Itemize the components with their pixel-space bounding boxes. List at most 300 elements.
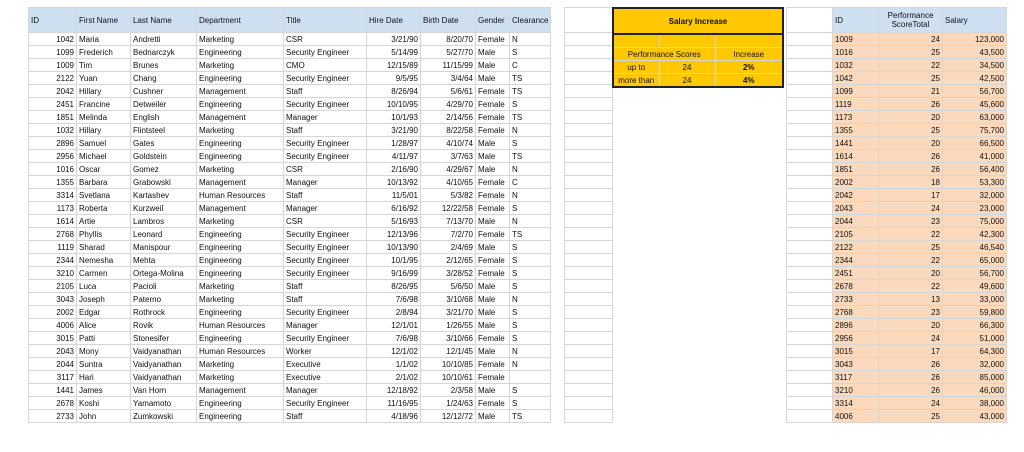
cell-gender[interactable]: Male — [476, 410, 510, 423]
cell-id[interactable]: 2896 — [833, 319, 879, 332]
cell-clearance[interactable]: S — [510, 267, 551, 280]
cell-id[interactable]: 2042 — [29, 85, 77, 98]
cell-last-name[interactable]: Detweiler — [131, 98, 197, 111]
cell-last-name[interactable]: Kurzweil — [131, 202, 197, 215]
cell-last-name[interactable]: Brunes — [131, 59, 197, 72]
empty-cell[interactable] — [787, 241, 833, 254]
cell-salary[interactable]: 56,400 — [943, 163, 1007, 176]
cell-department[interactable]: Engineering — [197, 306, 284, 319]
cell-gender[interactable]: Female — [476, 267, 510, 280]
empty-cell[interactable] — [787, 189, 833, 202]
cell-title[interactable]: Executive — [284, 371, 367, 384]
cell-id[interactable]: 1614 — [833, 150, 879, 163]
header-performance-score-total[interactable]: Performance ScoreTotal — [879, 8, 943, 33]
cell-last-name[interactable]: Vaidyanathan — [131, 345, 197, 358]
cell-department[interactable]: Human Resources — [197, 345, 284, 358]
empty-cell[interactable] — [565, 163, 613, 176]
cell-id[interactable]: 2344 — [833, 254, 879, 267]
cell-id[interactable]: 2122 — [29, 72, 77, 85]
empty-cell[interactable] — [787, 332, 833, 345]
cell-first-name[interactable]: Edgar — [77, 306, 131, 319]
cell-gender[interactable]: Male — [476, 306, 510, 319]
empty-cell[interactable] — [787, 293, 833, 306]
cell-id[interactable]: 1441 — [833, 137, 879, 150]
cell-title[interactable]: Staff — [284, 124, 367, 137]
cell-performance-score-total[interactable]: 22 — [879, 228, 943, 241]
empty-cell[interactable] — [565, 241, 613, 254]
cell-department[interactable]: Engineering — [197, 46, 284, 59]
cell-hire-date[interactable]: 12/18/92 — [367, 384, 421, 397]
cell-first-name[interactable]: Hillary — [77, 124, 131, 137]
empty-cell[interactable] — [787, 72, 833, 85]
cell-gender[interactable]: Male — [476, 319, 510, 332]
cell-id[interactable]: 2044 — [833, 215, 879, 228]
cell-id[interactable]: 2733 — [833, 293, 879, 306]
empty-cell[interactable] — [787, 371, 833, 384]
cell-last-name[interactable]: English — [131, 111, 197, 124]
cell-hire-date[interactable]: 10/13/92 — [367, 176, 421, 189]
cell-last-name[interactable]: Pacioli — [131, 280, 197, 293]
cell-id[interactable]: 3314 — [29, 189, 77, 202]
cell-first-name[interactable]: Artie — [77, 215, 131, 228]
salary-cell[interactable] — [715, 34, 783, 48]
cell-id[interactable]: 2768 — [833, 306, 879, 319]
cell-first-name[interactable]: Tim — [77, 59, 131, 72]
empty-cell[interactable] — [565, 137, 613, 150]
cell-last-name[interactable]: Leonard — [131, 228, 197, 241]
cell-id[interactable]: 1441 — [29, 384, 77, 397]
cell-performance-score-total[interactable]: 13 — [879, 293, 943, 306]
cell-first-name[interactable]: Patti — [77, 332, 131, 345]
cell-title[interactable]: Security Engineer — [284, 150, 367, 163]
cell-salary[interactable]: 49,600 — [943, 280, 1007, 293]
cell-birth-date[interactable]: 12/12/72 — [421, 410, 476, 423]
salary-increase-title[interactable]: Salary Increase — [613, 8, 783, 34]
cell-department[interactable]: Human Resources — [197, 319, 284, 332]
cell-performance-score-total[interactable]: 20 — [879, 137, 943, 150]
cell-salary[interactable]: 64,300 — [943, 345, 1007, 358]
cell-performance-score-total[interactable]: 24 — [879, 397, 943, 410]
cell-id[interactable]: 2451 — [29, 98, 77, 111]
cell-salary[interactable]: 75,700 — [943, 124, 1007, 137]
cell-id[interactable]: 1099 — [833, 85, 879, 98]
cell-gender[interactable]: Female — [476, 332, 510, 345]
cell-hire-date[interactable]: 7/6/98 — [367, 332, 421, 345]
cell-hire-date[interactable]: 4/11/97 — [367, 150, 421, 163]
cell-performance-score-total[interactable]: 24 — [879, 202, 943, 215]
cell-department[interactable]: Marketing — [197, 33, 284, 46]
cell-salary[interactable]: 42,300 — [943, 228, 1007, 241]
empty-cell[interactable] — [565, 189, 613, 202]
cell-clearance[interactable]: TS — [510, 150, 551, 163]
cell-performance-score-total[interactable]: 26 — [879, 358, 943, 371]
cell-id[interactable]: 3043 — [833, 358, 879, 371]
cell-id[interactable]: 3043 — [29, 293, 77, 306]
cell-birth-date[interactable]: 4/10/65 — [421, 176, 476, 189]
cell-title[interactable]: Security Engineer — [284, 254, 367, 267]
cell-first-name[interactable]: Joseph — [77, 293, 131, 306]
cell-birth-date[interactable]: 4/10/74 — [421, 137, 476, 150]
cell-performance-score-total[interactable]: 25 — [879, 410, 943, 423]
cell-clearance[interactable]: S — [510, 46, 551, 59]
cell-performance-score-total[interactable]: 25 — [879, 72, 943, 85]
empty-cell[interactable] — [787, 345, 833, 358]
cell-title[interactable]: Manager — [284, 202, 367, 215]
empty-cell[interactable] — [787, 267, 833, 280]
cell-id[interactable]: 1016 — [833, 46, 879, 59]
cell-first-name[interactable]: Koshi — [77, 397, 131, 410]
cell-first-name[interactable]: Carmen — [77, 267, 131, 280]
cell-first-name[interactable]: Barbara — [77, 176, 131, 189]
cell-performance-score-total[interactable]: 26 — [879, 163, 943, 176]
cell-hire-date[interactable]: 2/16/90 — [367, 163, 421, 176]
empty-cell[interactable] — [787, 228, 833, 241]
cell-gender[interactable]: Male — [476, 215, 510, 228]
cell-id[interactable]: 1355 — [29, 176, 77, 189]
cell-birth-date[interactable]: 3/4/64 — [421, 72, 476, 85]
cell-hire-date[interactable]: 1/1/02 — [367, 358, 421, 371]
cell-id[interactable]: 1851 — [833, 163, 879, 176]
cell-id[interactable]: 1009 — [29, 59, 77, 72]
cell-id[interactable]: 3117 — [29, 371, 77, 384]
cell-performance-score-total[interactable]: 20 — [879, 111, 943, 124]
header-id[interactable]: ID — [29, 8, 77, 33]
empty-cell[interactable] — [565, 254, 613, 267]
cell-hire-date[interactable]: 12/1/02 — [367, 345, 421, 358]
cell-first-name[interactable]: Svetlana — [77, 189, 131, 202]
cell-birth-date[interactable]: 10/10/85 — [421, 358, 476, 371]
cell-id[interactable]: 2896 — [29, 137, 77, 150]
cell-department[interactable]: Marketing — [197, 215, 284, 228]
cell-salary[interactable]: 51,000 — [943, 332, 1007, 345]
cell-salary[interactable]: 33,000 — [943, 293, 1007, 306]
cell-salary[interactable]: 34,500 — [943, 59, 1007, 72]
cell-clearance[interactable]: S — [510, 280, 551, 293]
cell-first-name[interactable]: Francine — [77, 98, 131, 111]
empty-cell[interactable] — [565, 124, 613, 137]
cell-department[interactable]: Engineering — [197, 241, 284, 254]
empty-cell[interactable] — [565, 85, 613, 98]
cell-hire-date[interactable]: 2/8/94 — [367, 306, 421, 319]
header-first-name[interactable]: First Name — [77, 8, 131, 33]
cell-first-name[interactable]: Phyllis — [77, 228, 131, 241]
cell-gender[interactable]: Female — [476, 85, 510, 98]
empty-cell[interactable] — [565, 280, 613, 293]
empty-cell[interactable] — [787, 410, 833, 423]
cell-last-name[interactable]: Manispour — [131, 241, 197, 254]
empty-cell[interactable] — [787, 397, 833, 410]
cell-id[interactable]: 1173 — [29, 202, 77, 215]
cell-hire-date[interactable]: 9/5/95 — [367, 72, 421, 85]
cell-clearance[interactable]: TS — [510, 85, 551, 98]
cell-last-name[interactable]: Lambros — [131, 215, 197, 228]
cell-clearance[interactable]: TS — [510, 111, 551, 124]
cell-gender[interactable]: Male — [476, 345, 510, 358]
empty-cell[interactable] — [565, 358, 613, 371]
cell-first-name[interactable]: Roberta — [77, 202, 131, 215]
cell-id[interactable]: 2105 — [29, 280, 77, 293]
cell-id[interactable]: 1851 — [29, 111, 77, 124]
cell-salary[interactable]: 66,500 — [943, 137, 1007, 150]
cell-clearance[interactable]: S — [510, 332, 551, 345]
empty-cell[interactable] — [565, 150, 613, 163]
empty-cell[interactable] — [565, 345, 613, 358]
increase-header[interactable]: Increase — [715, 48, 783, 61]
cell-title[interactable]: Security Engineer — [284, 137, 367, 150]
cell-id[interactable]: 3015 — [29, 332, 77, 345]
cell-salary[interactable]: 38,000 — [943, 397, 1007, 410]
cell-gender[interactable]: Male — [476, 137, 510, 150]
cell-birth-date[interactable]: 3/10/68 — [421, 293, 476, 306]
empty-cell[interactable] — [565, 293, 613, 306]
cell-title[interactable]: Staff — [284, 410, 367, 423]
cell-id[interactable]: 2122 — [833, 241, 879, 254]
cell-id[interactable]: 2002 — [29, 306, 77, 319]
cell-department[interactable]: Engineering — [197, 72, 284, 85]
cell-performance-score-total[interactable]: 17 — [879, 189, 943, 202]
cell-id[interactable]: 3314 — [833, 397, 879, 410]
cell-title[interactable]: Manager — [284, 319, 367, 332]
cell-salary[interactable]: 59,800 — [943, 306, 1007, 319]
cell-title[interactable]: Security Engineer — [284, 98, 367, 111]
cell-id[interactable]: 1009 — [833, 33, 879, 46]
cell-first-name[interactable]: Alice — [77, 319, 131, 332]
cell-gender[interactable]: Male — [476, 241, 510, 254]
cell-hire-date[interactable]: 7/6/98 — [367, 293, 421, 306]
cell-clearance[interactable]: S — [510, 98, 551, 111]
empty-header-cell[interactable] — [565, 8, 613, 33]
cell-title[interactable]: Staff — [284, 280, 367, 293]
cell-gender[interactable]: Female — [476, 228, 510, 241]
empty-cell[interactable] — [565, 111, 613, 124]
cell-title[interactable]: Security Engineer — [284, 46, 367, 59]
cell-first-name[interactable]: Yuan — [77, 72, 131, 85]
empty-cell[interactable] — [787, 111, 833, 124]
cell-gender[interactable]: Female — [476, 358, 510, 371]
cell-first-name[interactable]: Hillary — [77, 85, 131, 98]
cell-title[interactable]: Staff — [284, 293, 367, 306]
cell-last-name[interactable]: Mehta — [131, 254, 197, 267]
cell-id[interactable]: 1119 — [833, 98, 879, 111]
cell-id[interactable]: 1173 — [833, 111, 879, 124]
cell-salary[interactable]: 23,000 — [943, 202, 1007, 215]
cell-id[interactable]: 1355 — [833, 124, 879, 137]
cell-birth-date[interactable]: 12/1/45 — [421, 345, 476, 358]
cell-id[interactable]: 1614 — [29, 215, 77, 228]
cell-department[interactable]: Management — [197, 111, 284, 124]
cell-hire-date[interactable]: 12/13/96 — [367, 228, 421, 241]
cell-gender[interactable]: Female — [476, 111, 510, 124]
cell-hire-date[interactable]: 10/1/93 — [367, 111, 421, 124]
cell-title[interactable]: CSR — [284, 33, 367, 46]
cell-department[interactable]: Marketing — [197, 371, 284, 384]
cell-birth-date[interactable]: 8/22/58 — [421, 124, 476, 137]
cell-last-name[interactable]: Kartashev — [131, 189, 197, 202]
increase-value[interactable]: 2% — [715, 61, 783, 74]
cell-gender[interactable]: Female — [476, 98, 510, 111]
cell-title[interactable]: Security Engineer — [284, 397, 367, 410]
cell-salary[interactable]: 46,000 — [943, 384, 1007, 397]
cell-title[interactable]: Executive — [284, 358, 367, 371]
empty-cell[interactable] — [787, 215, 833, 228]
cell-department[interactable]: Engineering — [197, 150, 284, 163]
cell-hire-date[interactable]: 9/16/99 — [367, 267, 421, 280]
cell-performance-score-total[interactable]: 18 — [879, 176, 943, 189]
cell-gender[interactable]: Female — [476, 124, 510, 137]
cell-title[interactable]: Security Engineer — [284, 228, 367, 241]
cell-salary[interactable]: 43,000 — [943, 410, 1007, 423]
cell-id[interactable]: 2043 — [29, 345, 77, 358]
empty-cell[interactable] — [787, 384, 833, 397]
cell-birth-date[interactable]: 5/6/50 — [421, 280, 476, 293]
cell-id[interactable]: 1042 — [29, 33, 77, 46]
empty-cell[interactable] — [787, 150, 833, 163]
cell-birth-date[interactable]: 7/2/70 — [421, 228, 476, 241]
performance-scores-header[interactable]: Performance Scores — [613, 48, 715, 61]
header-last-name[interactable]: Last Name — [131, 8, 197, 33]
empty-cell[interactable] — [787, 358, 833, 371]
cell-first-name[interactable]: Suntra — [77, 358, 131, 371]
cell-birth-date[interactable]: 8/20/70 — [421, 33, 476, 46]
cell-performance-score-total[interactable]: 25 — [879, 124, 943, 137]
cell-birth-date[interactable]: 2/4/69 — [421, 241, 476, 254]
cell-id[interactable]: 1032 — [833, 59, 879, 72]
cell-hire-date[interactable]: 11/16/95 — [367, 397, 421, 410]
cell-salary[interactable]: 46,540 — [943, 241, 1007, 254]
cell-gender[interactable]: Male — [476, 384, 510, 397]
empty-cell[interactable] — [787, 176, 833, 189]
empty-cell[interactable] — [787, 98, 833, 111]
cell-gender[interactable]: Male — [476, 72, 510, 85]
cell-performance-score-total[interactable]: 26 — [879, 98, 943, 111]
cell-title[interactable]: Manager — [284, 384, 367, 397]
cell-gender[interactable]: Female — [476, 254, 510, 267]
cell-salary[interactable]: 56,700 — [943, 267, 1007, 280]
cell-first-name[interactable]: Oscar — [77, 163, 131, 176]
cell-birth-date[interactable]: 3/10/66 — [421, 332, 476, 345]
empty-cell[interactable] — [565, 410, 613, 423]
empty-cell[interactable] — [565, 46, 613, 59]
cell-clearance[interactable]: TS — [510, 228, 551, 241]
empty-cell[interactable] — [787, 85, 833, 98]
cell-clearance[interactable]: S — [510, 202, 551, 215]
cell-clearance[interactable]: N — [510, 163, 551, 176]
cell-birth-date[interactable]: 7/13/70 — [421, 215, 476, 228]
empty-cell[interactable] — [787, 202, 833, 215]
cell-last-name[interactable]: Ortega-Molina — [131, 267, 197, 280]
cell-id[interactable]: 3210 — [29, 267, 77, 280]
empty-cell[interactable] — [565, 371, 613, 384]
cell-clearance[interactable]: C — [510, 59, 551, 72]
cell-last-name[interactable]: Stonesifer — [131, 332, 197, 345]
cell-id[interactable]: 2002 — [833, 176, 879, 189]
header-department[interactable]: Department — [197, 8, 284, 33]
cell-title[interactable]: Security Engineer — [284, 332, 367, 345]
cell-first-name[interactable]: Sharad — [77, 241, 131, 254]
cell-department[interactable]: Engineering — [197, 397, 284, 410]
cell-first-name[interactable]: Mony — [77, 345, 131, 358]
cell-last-name[interactable]: Yamamoto — [131, 397, 197, 410]
empty-cell[interactable] — [565, 215, 613, 228]
cell-first-name[interactable]: Maria — [77, 33, 131, 46]
cell-performance-score-total[interactable]: 21 — [879, 85, 943, 98]
cell-department[interactable]: Engineering — [197, 267, 284, 280]
cell-performance-score-total[interactable]: 23 — [879, 215, 943, 228]
cell-salary[interactable]: 75,000 — [943, 215, 1007, 228]
cell-id[interactable]: 3117 — [833, 371, 879, 384]
cell-department[interactable]: Engineering — [197, 98, 284, 111]
empty-cell[interactable] — [565, 267, 613, 280]
cell-salary[interactable]: 65,000 — [943, 254, 1007, 267]
cell-hire-date[interactable]: 10/10/95 — [367, 98, 421, 111]
cell-department[interactable]: Engineering — [197, 254, 284, 267]
cell-id[interactable]: 4006 — [29, 319, 77, 332]
cell-hire-date[interactable]: 8/26/94 — [367, 85, 421, 98]
cell-birth-date[interactable]: 3/7/63 — [421, 150, 476, 163]
cell-title[interactable]: Security Engineer — [284, 241, 367, 254]
cell-salary[interactable]: 32,000 — [943, 189, 1007, 202]
cell-last-name[interactable]: Gomez — [131, 163, 197, 176]
cell-id[interactable]: 1016 — [29, 163, 77, 176]
cell-salary[interactable]: 53,300 — [943, 176, 1007, 189]
cell-clearance[interactable]: S — [510, 319, 551, 332]
empty-cell[interactable] — [565, 397, 613, 410]
cell-first-name[interactable]: Nemesha — [77, 254, 131, 267]
cell-department[interactable]: Engineering — [197, 137, 284, 150]
cell-birth-date[interactable]: 2/3/58 — [421, 384, 476, 397]
cell-last-name[interactable]: Rovik — [131, 319, 197, 332]
cell-id[interactable]: 2451 — [833, 267, 879, 280]
cell-last-name[interactable]: Andretti — [131, 33, 197, 46]
cell-salary[interactable]: 43,500 — [943, 46, 1007, 59]
cell-salary[interactable]: 45,600 — [943, 98, 1007, 111]
salary-cell[interactable] — [613, 34, 659, 48]
cell-birth-date[interactable]: 3/28/52 — [421, 267, 476, 280]
cell-department[interactable]: Management — [197, 85, 284, 98]
empty-cell[interactable] — [787, 124, 833, 137]
cell-department[interactable]: Marketing — [197, 358, 284, 371]
cell-clearance[interactable]: N — [510, 358, 551, 371]
cell-performance-score-total[interactable]: 22 — [879, 59, 943, 72]
cell-salary[interactable]: 63,000 — [943, 111, 1007, 124]
cell-first-name[interactable]: Hari — [77, 371, 131, 384]
cell-id[interactable]: 2768 — [29, 228, 77, 241]
cell-title[interactable]: Security Engineer — [284, 306, 367, 319]
cell-clearance[interactable]: S — [510, 384, 551, 397]
cell-last-name[interactable]: Chang — [131, 72, 197, 85]
cell-gender[interactable]: Female — [476, 33, 510, 46]
cell-birth-date[interactable]: 1/26/55 — [421, 319, 476, 332]
cell-id[interactable]: 2956 — [833, 332, 879, 345]
cell-hire-date[interactable]: 5/14/99 — [367, 46, 421, 59]
cell-hire-date[interactable]: 3/21/90 — [367, 33, 421, 46]
cell-salary[interactable]: 66,300 — [943, 319, 1007, 332]
cell-clearance[interactable]: N — [510, 293, 551, 306]
cell-last-name[interactable]: Vaidyanathan — [131, 358, 197, 371]
cell-gender[interactable]: Male — [476, 46, 510, 59]
threshold-score[interactable]: 24 — [659, 61, 715, 74]
cell-hire-date[interactable]: 12/1/01 — [367, 319, 421, 332]
cell-gender[interactable]: Male — [476, 280, 510, 293]
cell-birth-date[interactable]: 3/21/70 — [421, 306, 476, 319]
cell-hire-date[interactable]: 1/28/97 — [367, 137, 421, 150]
header-id[interactable]: ID — [833, 8, 879, 33]
cell-performance-score-total[interactable]: 26 — [879, 371, 943, 384]
empty-cell[interactable] — [787, 319, 833, 332]
empty-cell[interactable] — [565, 176, 613, 189]
cell-department[interactable]: Marketing — [197, 293, 284, 306]
cell-department[interactable]: Marketing — [197, 163, 284, 176]
